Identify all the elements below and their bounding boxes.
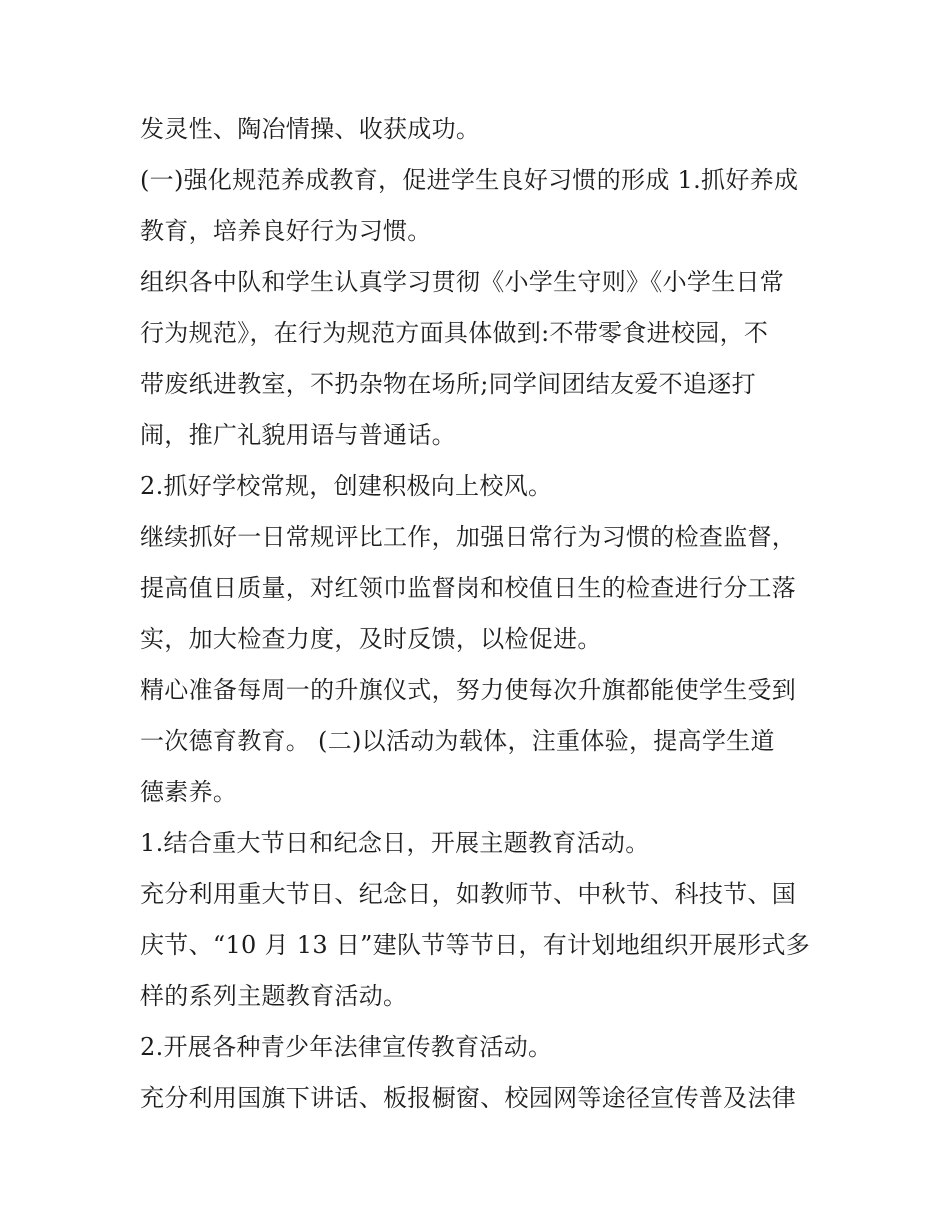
- text-line: 组织各中队和学生认真学习贯彻《小学生守则》《小学生日常: [140, 268, 785, 296]
- text-line: 实，加大检查力度，及时反馈，以检促进。: [140, 625, 602, 653]
- text-line: 样的系列主题教育活动。: [140, 982, 408, 1010]
- text-line: 发灵性、陶冶情操、收获成功。: [140, 115, 481, 143]
- text-line: 继续抓好一日常规评比工作，加强日常行为习惯的检查监督，: [140, 523, 797, 551]
- text-line: 庆节、“10 月 13 日”建队节等节日，有计划地组织开展形式多: [140, 931, 811, 959]
- text-line: 充分利用国旗下讲话、板报橱窗、校园网等途径宣传普及法律: [140, 1084, 797, 1112]
- text-line: 行为规范》，在行为规范方面具体做到:不带零食进校园，不: [140, 319, 769, 347]
- text-line: 2.开展各种青少年法律宣传教育活动。: [140, 1033, 553, 1061]
- text-line: 教育，培养良好行为习惯。: [140, 217, 432, 245]
- text-line: 带废纸进教室，不扔杂物在场所;同学间团结友爱不追逐打: [140, 370, 756, 398]
- text-line: (一)强化规范养成教育，促进学生良好习惯的形成 1.抓好养成: [140, 166, 799, 194]
- text-line: 精心准备每周一的升旗仪式，努力使每次升旗都能使学生受到: [140, 676, 797, 704]
- text-line: 提高值日质量，对红领巾监督岗和校值日生的检查进行分工落: [140, 574, 797, 602]
- text-line: 充分利用重大节日、纪念日，如教师节、中秋节、科技节、国: [140, 880, 797, 908]
- text-line: 1.结合重大节日和纪念日，开展主题教育活动。: [140, 829, 650, 857]
- text-line: 2.抓好学校常规，创建积极向上校风。: [140, 472, 553, 500]
- text-line: 一次德育教育。 (二)以活动为载体，注重体验，提高学生道: [140, 727, 775, 755]
- text-line: 闹，推广礼貌用语与普通话。: [140, 421, 456, 449]
- text-line: 德素养。: [140, 778, 238, 806]
